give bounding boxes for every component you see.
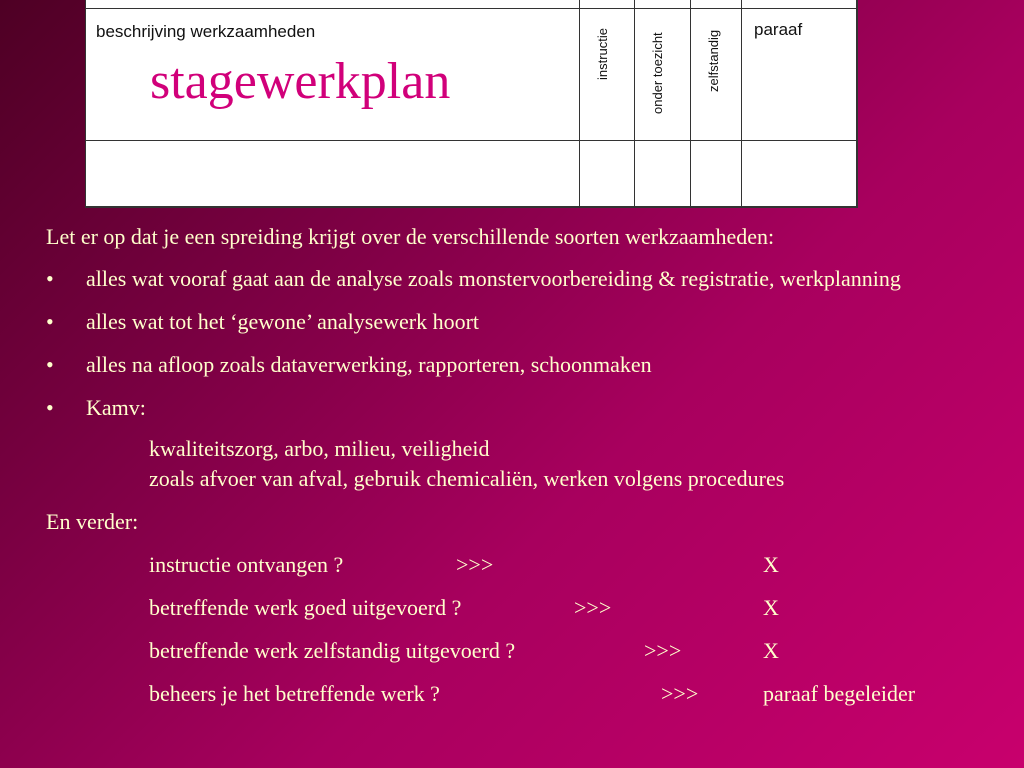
bullet-text: alles wat tot het ‘gewone’ analysewerk hoort bbox=[86, 309, 480, 334]
page-title: stagewerkplan bbox=[150, 53, 451, 110]
verder-heading: En verder: bbox=[46, 509, 139, 534]
bullet-text: alles wat vooraf gaat aan de analyse zoals monstervoorbereiding & registratie, werkplanning bbox=[86, 266, 901, 291]
check-result: X bbox=[763, 595, 779, 620]
column-divider-paraaf bbox=[741, 0, 742, 206]
slide-body bbox=[46, 222, 1006, 709]
bullet-icon: • bbox=[46, 352, 54, 377]
check-row bbox=[46, 679, 1006, 709]
bullet-text: alles na afloop zoals dataverwerking, rapporteren, schoonmaken bbox=[86, 352, 652, 377]
check-result: paraaf begeleider bbox=[763, 681, 916, 706]
check-row bbox=[46, 636, 1006, 666]
bullet-icon: • bbox=[46, 395, 54, 420]
column-header-zelfstandig: zelfstandig bbox=[706, 29, 721, 92]
intro-text: Let er op dat je een spreiding krijgt over de verschillende soorten werkzaamheden: bbox=[46, 224, 775, 249]
column-header-instructie: instructie bbox=[595, 27, 610, 80]
check-row bbox=[46, 593, 1006, 623]
bullet-icon: • bbox=[46, 266, 54, 291]
arrow-marker: >>> bbox=[574, 595, 612, 620]
column-divider-onder-toezicht bbox=[634, 0, 635, 206]
column-header-onder-toezicht: onder toezicht bbox=[650, 32, 665, 114]
list-item bbox=[46, 350, 1006, 380]
kamv-line: zoals afvoer van afval, gebruik chemicaliën, werken volgens procedures bbox=[149, 466, 785, 491]
bullet-text: Kamv: bbox=[86, 395, 146, 420]
kamv-details bbox=[46, 434, 1006, 494]
column-divider-instructie bbox=[579, 0, 580, 206]
list-item bbox=[46, 307, 1006, 337]
arrow-marker: >>> bbox=[644, 638, 682, 663]
check-question: instructie ontvangen ? bbox=[149, 552, 344, 577]
column-divider-zelfstandig bbox=[690, 0, 691, 206]
check-question: beheers je het betreffende werk ? bbox=[149, 681, 440, 706]
bullet-icon: • bbox=[46, 309, 54, 334]
check-result: X bbox=[763, 552, 779, 577]
list-item bbox=[46, 393, 1006, 423]
stagewerkplan-form-table bbox=[85, 0, 858, 208]
description-header: beschrijving werkzaamheden bbox=[96, 22, 316, 41]
arrow-marker: >>> bbox=[456, 552, 494, 577]
arrow-marker: >>> bbox=[661, 681, 699, 706]
check-result: X bbox=[763, 638, 779, 663]
check-question: betreffende werk goed uitgevoerd ? bbox=[149, 595, 462, 620]
column-header-paraaf: paraaf bbox=[754, 20, 803, 39]
list-item bbox=[46, 264, 1006, 294]
check-question: betreffende werk zelfstandig uitgevoerd ? bbox=[149, 638, 516, 663]
kamv-line: kwaliteitszorg, arbo, milieu, veiligheid bbox=[149, 436, 490, 461]
check-row bbox=[46, 550, 1006, 580]
